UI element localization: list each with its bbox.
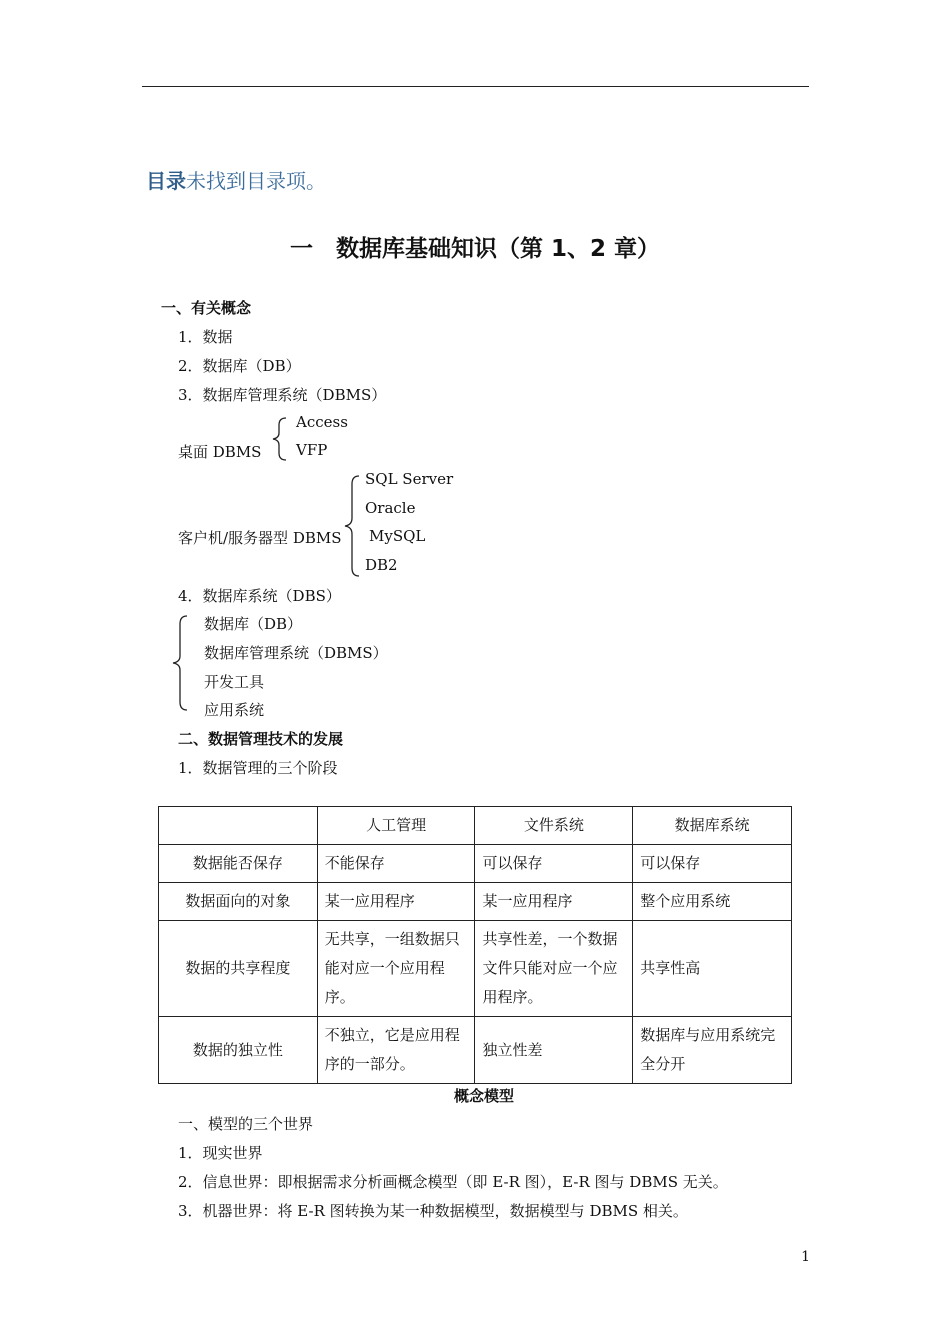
desktop-dbms-label: 桌面 DBMS (178, 443, 262, 461)
desktop-option-access: Access (296, 413, 348, 431)
dbs-part-db: 数据库（DB） (204, 615, 303, 633)
dbs-brace-icon (170, 614, 192, 712)
table-cell: 共享性高 (633, 921, 792, 1017)
section2-heading: 二、数据管理技术的发展 (178, 730, 344, 748)
toc-label[interactable]: 目录 (146, 169, 186, 193)
toc-message: 未找到目录项。 (186, 169, 326, 193)
table-row (159, 921, 792, 1017)
cs-option-db2: DB2 (365, 556, 398, 574)
table-cell: 可以保存 (475, 845, 633, 883)
section1-item-1: 1．数据 (178, 328, 233, 346)
section2-subheading: 1．数据管理的三个阶段 (178, 759, 338, 777)
table-cell: 不能保存 (317, 845, 475, 883)
table-cell: 独立性差 (475, 1017, 633, 1084)
concept-title: 概念模型 (453, 1087, 514, 1105)
table-header-cell (159, 807, 318, 845)
table-header-cell: 数据库系统 (633, 807, 792, 845)
data-management-table (158, 806, 792, 1084)
table-cell: 可以保存 (633, 845, 792, 883)
table-cell: 整个应用系统 (633, 883, 792, 921)
concept-item-3: 3．机器世界：将 E-R 图转换为某一种数据模型，数据模型与 DBMS 相关。 (178, 1202, 688, 1220)
toc-line (146, 165, 326, 194)
page-number: 1 (801, 1249, 810, 1265)
cs-option-mysql: MySQL (369, 527, 426, 545)
table-cell: 共享性差，一个数据文件只能对应一个应用程序。 (475, 921, 633, 1017)
table-row-label: 数据面向的对象 (159, 883, 318, 921)
cs-brace-icon (342, 474, 364, 578)
table-row (159, 845, 792, 883)
table-header-cell: 文件系统 (475, 807, 633, 845)
cs-option-sqlserver: SQL Server (365, 470, 454, 488)
table-row-label: 数据能否保存 (159, 845, 318, 883)
table-row-label: 数据的独立性 (159, 1017, 318, 1084)
concept-item-2: 2．信息世界：即根据需求分析画概念模型（即 E-R 图），E-R 图与 DBMS 无关。 (178, 1173, 728, 1191)
table-header-row (159, 807, 792, 845)
table-row (159, 1017, 792, 1084)
desktop-option-vfp: VFP (296, 441, 328, 459)
table-cell: 无共享，一组数据只能对应一个应用程序。 (317, 921, 475, 1017)
table-cell: 某一应用程序 (475, 883, 633, 921)
section1-item-2: 2．数据库（DB） (178, 357, 301, 375)
dbs-heading: 4．数据库系统（DBS） (178, 587, 341, 605)
dbs-part-tools: 开发工具 (204, 673, 265, 691)
cs-dbms-label: 客户机/服务器型 DBMS (178, 529, 342, 547)
table-cell: 数据库与应用系统完全分开 (633, 1017, 792, 1084)
desktop-brace-icon (270, 416, 292, 462)
concept-item-1: 1．现实世界 (178, 1144, 263, 1162)
table-row-label: 数据的共享程度 (159, 921, 318, 1017)
section1-item-3: 3．数据库管理系统（DBMS） (178, 386, 387, 404)
header-rule (142, 86, 809, 87)
table-row (159, 883, 792, 921)
table-header-cell: 人工管理 (317, 807, 475, 845)
concept-heading: 一、模型的三个世界 (178, 1115, 314, 1133)
dbs-part-app: 应用系统 (204, 701, 265, 719)
dbs-part-dbms: 数据库管理系统（DBMS） (204, 644, 388, 662)
table-cell: 某一应用程序 (317, 883, 475, 921)
chapter-title: 一 数据库基础知识（第 1、2 章） (289, 236, 661, 262)
cs-option-oracle: Oracle (365, 499, 416, 517)
section1-heading: 一、有关概念 (161, 299, 252, 317)
table-cell: 不独立，它是应用程序的一部分。 (317, 1017, 475, 1084)
